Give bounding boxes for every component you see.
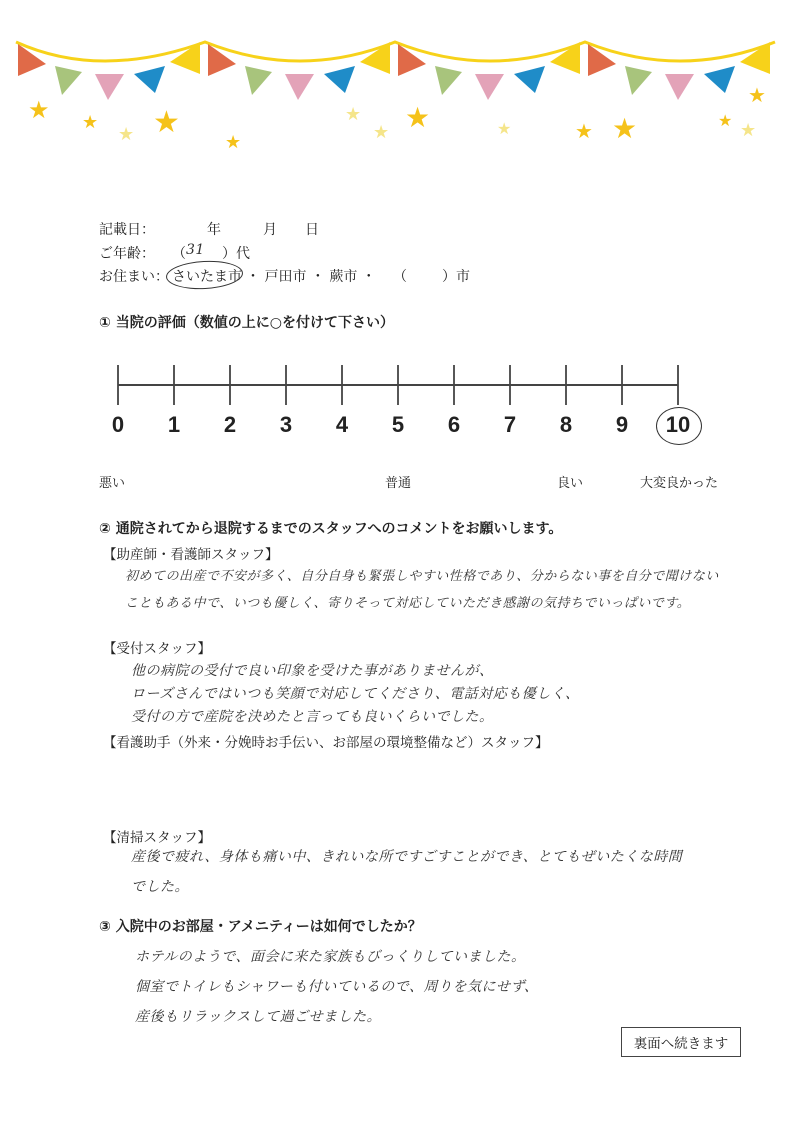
age-open-paren: （ (172, 246, 186, 262)
scale-label-good: 良い (557, 476, 584, 491)
svg-text:★: ★ (28, 96, 50, 124)
section2-title: ② 通院されてから退院するまでのスタッフへのコメントをお願いします。 (99, 521, 563, 537)
svg-text:★: ★ (718, 111, 733, 130)
scale-label-normal: 普通 (385, 476, 412, 491)
age-label: ご年齢： (99, 246, 155, 262)
scale-option-10[interactable]: 10 (665, 412, 691, 437)
reception-comment-line-3: 受付の方で産院を決めたと言っても良いくらいでした。 (131, 709, 494, 725)
scale-option-0[interactable]: 0 (111, 412, 125, 437)
midwife-comment-line-1: 初めての出産で不安が多く、自分自身も緊張しやすい性格であり、分からない事を自分で聞けない (125, 569, 719, 584)
scale-option-8[interactable]: 8 (559, 412, 573, 437)
reception-comment-line-2: ローズさんではいつも笑顔で対応してくださり、電話対応も優しく、 (131, 686, 580, 702)
section1-title: ① 当院の評価（数値の上に○を付けて下さい） (99, 315, 394, 331)
svg-text:★: ★ (740, 120, 757, 141)
scale-option-3[interactable]: 3 (279, 412, 293, 437)
svg-text:★: ★ (373, 122, 390, 143)
address-other-open: （ (393, 269, 407, 285)
assistant-staff-label: 【看護助手（外来・分娩時お手伝い、お部屋の環境整備など）スタッフ】 (103, 735, 549, 751)
svg-text:★: ★ (575, 119, 593, 143)
svg-text:★: ★ (153, 105, 180, 140)
cleaning-comment-line-2: でした。 (131, 879, 189, 895)
scale-option-7[interactable]: 7 (503, 412, 517, 437)
scale-option-4[interactable]: 4 (335, 412, 349, 437)
scale-label-very-good: 大変良かった (640, 476, 719, 491)
svg-text:★: ★ (345, 104, 362, 125)
svg-text:★: ★ (748, 83, 766, 107)
svg-text:★: ★ (82, 112, 99, 133)
date-month-label: 月 (263, 222, 277, 238)
age-value[interactable]: 31 (186, 242, 205, 258)
address-selected-circle (165, 259, 243, 291)
address-option-toda-warabi[interactable]: ・ 戸田市 ・ 蕨市 ・ (246, 269, 376, 285)
scale-selected-circle (656, 407, 702, 445)
section3-title: ③ 入院中のお部屋・アメニティーは如何でしたか？ (99, 919, 422, 935)
address-other-close[interactable]: ）市 (442, 269, 470, 285)
amenity-comment-line-2: 個室でトイレもシャワーも付いているので、周りを気にせず、 (135, 979, 539, 995)
bunting-banner-decoration (0, 30, 799, 160)
scale-option-5[interactable]: 5 (391, 412, 405, 437)
svg-text:★: ★ (405, 101, 431, 134)
scale-option-2[interactable]: 2 (223, 412, 237, 437)
amenity-comment-line-1: ホテルのようで、面会に来た家族もびっくりしていました。 (135, 949, 526, 965)
cleaning-staff-label: 【清掃スタッフ】 (103, 830, 211, 846)
svg-text:★: ★ (225, 132, 242, 153)
scale-option-1[interactable]: 1 (167, 412, 181, 437)
reception-staff-label: 【受付スタッフ】 (103, 641, 211, 657)
midwife-staff-label: 【助産師・看護師スタッフ】 (103, 547, 279, 563)
midwife-comment-line-2: こともある中で、いつも優しく、寄りそって対応していただき感謝の気持ちでいっぱいです。 (125, 596, 691, 611)
address-option-saitama[interactable]: さいたま市 (172, 269, 242, 285)
svg-text:★: ★ (497, 119, 512, 138)
scale-option-9[interactable]: 9 (615, 412, 629, 437)
svg-text:★: ★ (118, 124, 135, 145)
amenity-comment-line-3: 産後もリラックスして過ごせました。 (135, 1009, 382, 1025)
scale-label-bad: 悪い (99, 476, 126, 491)
continue-on-back-note: 裏面へ続きます (621, 1027, 741, 1057)
rating-scale-line (110, 360, 690, 410)
address-label: お住まい： (99, 269, 169, 285)
date-year-label: 年 (207, 222, 221, 238)
date-label: 記載日： (99, 222, 155, 238)
date-day-label: 日 (305, 222, 319, 238)
scale-option-6[interactable]: 6 (447, 412, 461, 437)
age-close-paren: ）代 (222, 246, 250, 262)
svg-text:★: ★ (612, 112, 638, 145)
reception-comment-line-1: 他の病院の受付で良い印象を受けた事がありませんが、 (131, 663, 494, 679)
cleaning-comment-line-1: 産後で疲れ、身体も痛い中、きれいな所ですごすことができ、とてもぜいたくな時間 (131, 849, 683, 865)
